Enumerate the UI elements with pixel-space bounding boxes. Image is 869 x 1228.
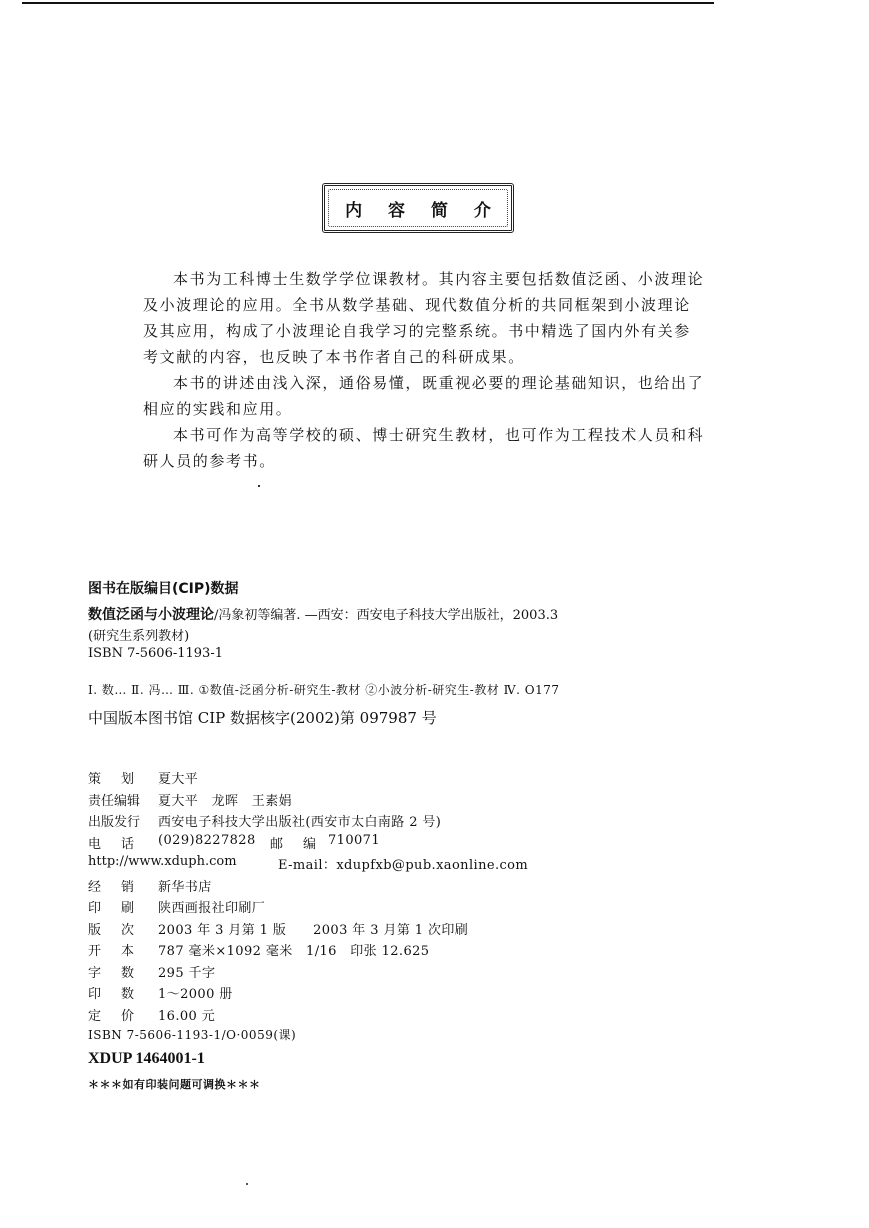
cip-title-line xyxy=(88,604,788,625)
stray-dot xyxy=(258,485,260,487)
summary-paragraph-3: 本书可作为高等学校的硕、博士研究生教材，也可作为工程技术人员和科研人员的参考书。 xyxy=(143,426,705,470)
imprint-row-planner xyxy=(88,768,788,790)
cip-book-title: 数值泛函与小波理论 xyxy=(88,607,214,623)
price-value: 16.00 元 xyxy=(158,1008,216,1024)
words-value: 295 千字 xyxy=(158,965,216,981)
imprint-row-printer xyxy=(88,897,788,919)
imprint-row-edition xyxy=(88,919,788,941)
distributor-value: 新华书店 xyxy=(158,879,212,895)
printer-value: 陕西画报社印刷厂 xyxy=(158,901,266,916)
editors-label: 责任编辑 xyxy=(88,793,141,809)
publisher-value: 西安电子科技大学出版社(西安市太白南路 2 号) xyxy=(158,815,442,830)
cip-heading: 图书在版编目(CIP)数据 xyxy=(88,581,239,597)
cip-block xyxy=(88,578,788,737)
section-title: 内 容 简 介 xyxy=(345,200,501,221)
print-run-label: 印数 xyxy=(88,987,155,1002)
planner-value: 夏大平 xyxy=(158,772,199,787)
format-label: 开本 xyxy=(88,944,155,959)
planner-label: 策划 xyxy=(88,772,155,787)
imprint-row-web xyxy=(88,854,788,876)
cip-book-details: /冯象初等编著. —西安：西安电子科技大学出版社，2003.3 xyxy=(214,608,559,623)
imprint-row-print-run xyxy=(88,983,788,1005)
edition-label: 版次 xyxy=(88,922,155,938)
cip-series: (研究生系列教材) xyxy=(88,629,190,644)
postcode-value: 710071 xyxy=(328,832,381,848)
imprint-row-phone xyxy=(88,833,788,855)
distributor-label: 经销 xyxy=(88,879,155,895)
isbn-full: ISBN 7-5606-1193-1/O·0059(课) xyxy=(88,1028,297,1042)
print-run-value: 1～2000 册 xyxy=(158,987,233,1002)
imprint-row-price xyxy=(88,1005,788,1027)
phone-label: 电话 xyxy=(88,836,155,852)
cip-check-number: 中国版本图书馆 CIP 数据核字(2002)第 097987 号 xyxy=(88,709,437,727)
website-value: http://www.xduph.com xyxy=(88,854,237,869)
imprint-block xyxy=(88,768,788,1092)
imprint-row-editors xyxy=(88,790,788,812)
cip-isbn: ISBN 7-5606-1193-1 xyxy=(88,646,223,661)
email-value: E-mail：xdupfxb@pub.xaonline.com xyxy=(278,858,529,873)
price-label: 定价 xyxy=(88,1008,155,1024)
title-frame xyxy=(322,183,514,233)
imprint-row-distributor xyxy=(88,876,788,898)
xdup-code: XDUP 1464001-1 xyxy=(88,1050,205,1067)
imprint-row-publisher xyxy=(88,811,788,833)
postcode-label: 邮编 xyxy=(270,836,337,852)
edition-value: 2003 年 3 月第 1 版 2003 年 3 月第 1 次印刷 xyxy=(158,922,469,938)
printer-label: 印刷 xyxy=(88,901,155,916)
summary-paragraph-2: 本书的讲述由浅入深，通俗易懂，既重视必要的理论基础知识，也给出了相应的实践和应用。 xyxy=(143,374,705,418)
imprint-row-words xyxy=(88,962,788,984)
bottom-stray-dot xyxy=(246,1183,248,1185)
editors-value: 夏大平 龙晖 王素娟 xyxy=(158,793,293,809)
imprint-row-format xyxy=(88,940,788,962)
cip-topics: Ⅰ. 数… Ⅱ. 冯… Ⅲ. ①数值-泛函分析-研究生-教材 ②小波分析-研究生-教材 Ⅳ. O177 xyxy=(88,683,560,697)
words-label: 字数 xyxy=(88,965,155,981)
content-summary xyxy=(143,266,705,474)
phone-value: (029)8227828 xyxy=(158,832,256,848)
top-rule xyxy=(22,2,714,4)
quality-notice: ＊＊＊如有印装问题可调换＊＊＊ xyxy=(88,1078,261,1091)
summary-paragraph-1: 本书为工科博士生数学学位课教材。其内容主要包括数值泛函、小波理论及小波理论的应用。全书从数学基础、现代数值分析的共同框架到小波理论及其应用，构成了小波理论自我学习的完整系统。书中精选了国内外有关参考文献的内容，也反映了本书作者自己的科研成果。 xyxy=(143,270,705,366)
publisher-label: 出版发行 xyxy=(88,815,141,830)
format-value: 787 毫米×1092 毫米 1/16 印张 12.625 xyxy=(158,944,430,959)
